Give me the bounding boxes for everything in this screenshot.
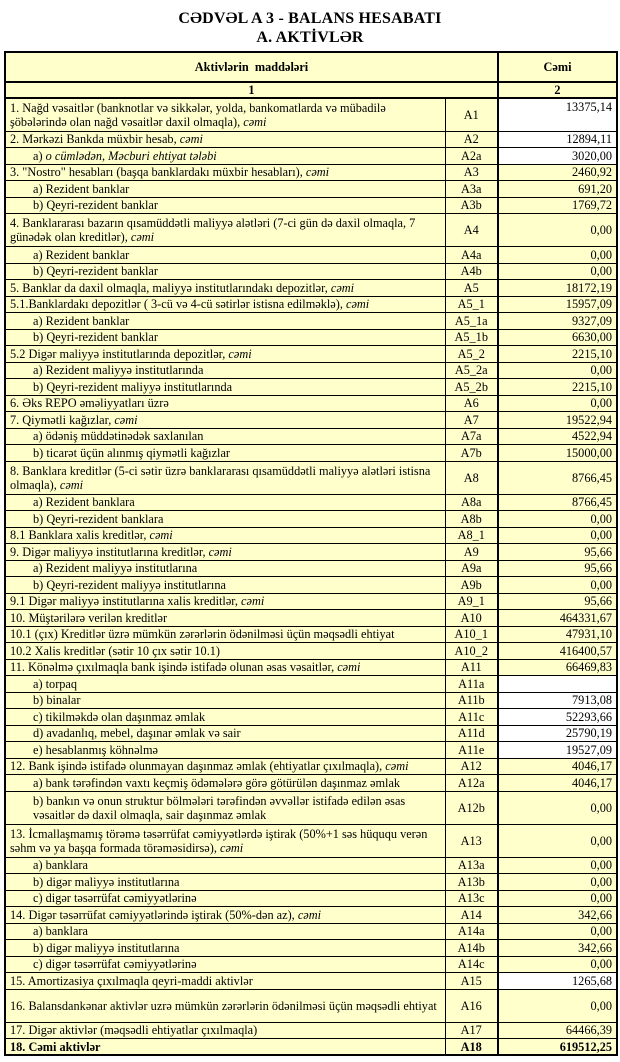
row-value-cell: 25790,19 xyxy=(498,725,617,742)
row-value-cell: 691,20 xyxy=(498,181,617,198)
row-code-cell: A14c xyxy=(445,956,498,973)
row-value-cell: 13375,14 xyxy=(498,98,617,131)
row-label-cell xyxy=(5,791,445,824)
row-label-cell xyxy=(5,527,445,544)
row-label-italic-text: cəmi xyxy=(243,115,267,130)
row-label-cell xyxy=(5,395,445,412)
header-row xyxy=(5,52,617,82)
row-value-cell: 0,00 xyxy=(498,527,617,544)
header-items-label: Aktivlərin maddələri xyxy=(5,52,498,82)
row-label-cell xyxy=(5,593,445,610)
row-code-cell: A11d xyxy=(445,725,498,742)
table-row xyxy=(5,1022,617,1039)
row-code-cell: A6 xyxy=(445,395,498,412)
row-label-cell xyxy=(5,98,445,131)
table-row xyxy=(5,131,617,148)
row-value-cell: 0,00 xyxy=(498,923,617,940)
row-value-cell: 95,66 xyxy=(498,560,617,577)
row-label-text: 12. Bank işində istifadə olunmayan daşınmaz əmlak (ehtiyatlar çıxılmaqla), xyxy=(10,759,386,774)
table-row xyxy=(5,379,617,396)
row-value-cell xyxy=(498,676,617,693)
row-label-cell xyxy=(5,131,445,148)
row-code-cell: A13c xyxy=(445,890,498,907)
row-label-text: a) Rezident banklar xyxy=(33,247,130,262)
table-row xyxy=(5,329,617,346)
row-code-cell: A8b xyxy=(445,511,498,528)
table-row xyxy=(5,692,617,709)
row-label-italic-text: cəmi xyxy=(220,840,244,855)
table-row xyxy=(5,428,617,445)
row-label-text: b) binalar xyxy=(33,693,81,708)
table-row xyxy=(5,263,617,280)
table-row xyxy=(5,445,617,462)
row-code-cell: A18 xyxy=(445,1039,498,1056)
row-value-cell: 342,66 xyxy=(498,907,617,924)
row-value-cell: 2215,10 xyxy=(498,346,617,363)
row-label-text: 13. İcmallaşmamış törəmə təsərrüfat cəmiyyətlərdə iştirak (50%+1 səs hüququ verən səhm və ya başqa formada törəməsidirsə), xyxy=(10,826,428,855)
row-label-cell xyxy=(5,313,445,330)
table-row xyxy=(5,956,617,973)
row-label-text: 3. "Nostro" hesabları (başqa banklardakı müxbir hesabları), xyxy=(10,165,306,180)
row-code-cell: A8 xyxy=(445,461,498,494)
row-value-cell: 0,00 xyxy=(498,362,617,379)
row-label-cell xyxy=(5,412,445,429)
row-value-cell: 4522,94 xyxy=(498,428,617,445)
row-label-text: 8. Banklara kreditlər (5-ci sətir üzrə banklararası qısamüddətli maliyyə alətləri istisna olmaqla), xyxy=(10,463,431,492)
row-label-text: 18. Cəmi aktivlər xyxy=(10,1039,101,1054)
header-col-number-2: 2 xyxy=(498,82,617,98)
row-label-text: a) banklara xyxy=(33,858,88,873)
table-row xyxy=(5,527,617,544)
row-code-cell: A4 xyxy=(445,214,498,247)
row-code-cell: A2a xyxy=(445,148,498,165)
table-row xyxy=(5,923,617,940)
row-label-text: 17. Digər aktivlər (məqsədli ehtiyatlar çıxılmaqla) xyxy=(10,1023,258,1038)
row-code-cell: A11a xyxy=(445,676,498,693)
table-row xyxy=(5,857,617,874)
table-row xyxy=(5,247,617,264)
row-label-text: 2. Mərkəzi Bankda müxbir hesab, xyxy=(10,132,180,147)
row-code-cell: A9 xyxy=(445,544,498,561)
table-row xyxy=(5,494,617,511)
table-row xyxy=(5,610,617,627)
table-row xyxy=(5,577,617,594)
row-code-cell: A5_1b xyxy=(445,329,498,346)
row-value-cell: 2215,10 xyxy=(498,379,617,396)
row-code-cell: A10 xyxy=(445,610,498,627)
row-label-italic-text: cəmi xyxy=(130,230,155,245)
row-value-cell: 0,00 xyxy=(498,395,617,412)
row-label-text: a) Rezident maliyyə institutlarında xyxy=(33,363,204,378)
row-value-cell: 0,00 xyxy=(498,214,617,247)
row-label-cell xyxy=(5,511,445,528)
row-code-cell: A3 xyxy=(445,164,498,181)
row-value-cell: 19527,09 xyxy=(498,742,617,759)
row-label-italic-text: cəmi xyxy=(241,594,265,609)
table-row xyxy=(5,560,617,577)
row-label-italic-text: cəmi xyxy=(114,412,138,427)
row-label-text: b) bankın və onun struktur bölmələri tərəfindən əvvəllər istifadə edilən əsas vəsaitlər də daxil olmaqla, sair daşınmaz əmlak xyxy=(33,793,406,822)
table-row xyxy=(5,643,617,660)
row-label-text: 10.2 Xalis kreditlər (sətir 10 çıx sətir 10.1) xyxy=(10,643,221,658)
row-label-cell xyxy=(5,181,445,198)
row-value-cell: 66469,83 xyxy=(498,659,617,676)
row-label-cell xyxy=(5,164,445,181)
row-value-cell: 0,00 xyxy=(498,577,617,594)
row-label-cell xyxy=(5,758,445,775)
row-label-cell xyxy=(5,544,445,561)
row-code-cell: A8_1 xyxy=(445,527,498,544)
row-code-cell: A3a xyxy=(445,181,498,198)
row-label-cell xyxy=(5,247,445,264)
row-code-cell: A7b xyxy=(445,445,498,462)
row-label-text: a) Rezident maliyyə institutlarına xyxy=(33,561,198,576)
row-label-cell xyxy=(5,907,445,924)
row-label-text: c) digər təsərrüfat cəmiyyətlərinə xyxy=(33,957,197,972)
row-label-text: 15. Amortizasiya çıxılmaqla qeyri-maddi aktivlər xyxy=(10,973,253,988)
table-row xyxy=(5,313,617,330)
row-label-text: a) banklara xyxy=(33,924,88,939)
table-row xyxy=(5,461,617,494)
table-row xyxy=(5,791,617,824)
row-code-cell: A8a xyxy=(445,494,498,511)
table-row xyxy=(5,412,617,429)
row-label-cell xyxy=(5,296,445,313)
row-value-cell: 47931,10 xyxy=(498,626,617,643)
row-label-text: a) Rezident banklar xyxy=(33,313,130,328)
row-code-cell: A11c xyxy=(445,709,498,726)
row-label-cell xyxy=(5,940,445,957)
row-value-cell: 7913,08 xyxy=(498,692,617,709)
row-label-text: c) digər təsərrüfat cəmiyyətlərinə xyxy=(33,891,197,906)
table-row xyxy=(5,742,617,759)
row-label-cell xyxy=(5,560,445,577)
row-value-cell: 0,00 xyxy=(498,791,617,824)
row-label-text: 4. Banklararası bazarın qısamüddətli maliyyə alətləri (7-ci gün də daxil olmaqla, 7 günədək olan kreditlər), xyxy=(10,216,416,245)
row-label-text: 10. Müştərilərə verilən kreditlər xyxy=(10,610,168,625)
table-row xyxy=(5,362,617,379)
row-code-cell: A12b xyxy=(445,791,498,824)
row-value-cell: 18172,19 xyxy=(498,280,617,297)
row-value-cell: 342,66 xyxy=(498,940,617,957)
row-code-cell: A5_2b xyxy=(445,379,498,396)
row-label-italic-text: cəmi xyxy=(228,346,252,361)
row-code-cell: A13b xyxy=(445,874,498,891)
row-label-text: 16. Balansdankənar aktivlər uzrə mümkün zərərlərin ödənilməsi üçün məqsədli ehtiyat xyxy=(10,998,437,1013)
row-code-cell: A12a xyxy=(445,775,498,792)
row-value-cell: 0,00 xyxy=(498,511,617,528)
table-row xyxy=(5,346,617,363)
row-value-cell: 0,00 xyxy=(498,824,617,857)
row-code-cell: A15 xyxy=(445,973,498,990)
row-value-cell: 8766,45 xyxy=(498,494,617,511)
page-titles xyxy=(0,9,620,47)
row-label-cell xyxy=(5,973,445,990)
row-value-cell: 64466,39 xyxy=(498,1022,617,1039)
row-code-cell: A4a xyxy=(445,247,498,264)
row-label-cell xyxy=(5,643,445,660)
table-header xyxy=(5,52,617,98)
table-row xyxy=(5,659,617,676)
row-label-text: 6. Əks REPO əməliyyatları üzrə xyxy=(10,396,169,411)
row-label-cell xyxy=(5,956,445,973)
row-value-cell: 9327,09 xyxy=(498,313,617,330)
row-code-cell: A9b xyxy=(445,577,498,594)
row-label-text: 14. Digər təsərrüfat cəmiyyətlərində iştirak (50%-dən az), xyxy=(10,907,298,922)
row-value-cell: 0,00 xyxy=(498,989,617,1022)
table-row xyxy=(5,676,617,693)
row-label-text: 5.1.Banklardakı depozitlər ( 3-cü və 4-cü sətirlər istisna edilməklə), xyxy=(10,297,346,312)
table-row xyxy=(5,214,617,247)
row-label-text: a) xyxy=(33,148,46,163)
row-label-cell xyxy=(5,1039,445,1056)
table-row xyxy=(5,197,617,214)
row-label-italic-text: cəmi xyxy=(149,528,173,543)
row-value-cell: 416400,57 xyxy=(498,643,617,660)
row-label-text: 11. Könəlmə çıxılmaqla bank işində istifadə olunan əsas vəsaitlər, xyxy=(10,660,338,675)
row-label-text: 9.1 Digər maliyyə institutlarına xalis kreditlər, xyxy=(10,594,242,609)
row-label-italic-text: cəmi xyxy=(385,759,409,774)
row-label-italic-text: cəmi xyxy=(330,280,355,295)
row-label-text: d) avadanlıq, mebel, daşınar əmlak və sair xyxy=(33,726,241,741)
row-label-italic-text: cəmi xyxy=(337,660,361,675)
table-row xyxy=(5,280,617,297)
table-row xyxy=(5,989,617,1022)
row-value-cell: 1769,72 xyxy=(498,197,617,214)
row-value-cell: 0,00 xyxy=(498,890,617,907)
row-label-text: 1. Nağd vəsaitlər (banknotlar və sikkələr, yolda, bankomatlarda və mübadilə şöbələrində olan nağd vəsaitlər daxil olmaqla), xyxy=(10,100,386,130)
row-label-text: 10.1 (çıx) Kreditlər üzrə mümkün zərərlərin ödənilməsi üçün məqsədli ehtiyat xyxy=(10,627,395,642)
row-code-cell: A11e xyxy=(445,742,498,759)
table-row xyxy=(5,758,617,775)
row-label-text: b) Qeyri-rezident banklar xyxy=(33,330,158,345)
row-label-italic-text: cəmi xyxy=(346,297,370,312)
row-code-cell: A2 xyxy=(445,131,498,148)
row-label-text: e) hesablanmış köhnəlmə xyxy=(33,742,158,757)
row-value-cell: 4046,17 xyxy=(498,775,617,792)
row-code-cell: A13 xyxy=(445,824,498,857)
row-label-text: b) ticarət üçün alınmış qiymətli kağızlar xyxy=(33,445,231,460)
row-label-text: b) Qeyri-rezident maliyyə institutlarına xyxy=(33,577,226,592)
row-label-text: b) Qeyri-rezident banklar xyxy=(33,264,158,279)
row-value-cell: 95,66 xyxy=(498,593,617,610)
row-code-cell: A17 xyxy=(445,1022,498,1039)
row-label-cell xyxy=(5,725,445,742)
row-label-cell xyxy=(5,742,445,759)
row-label-cell xyxy=(5,824,445,857)
header-subrow xyxy=(5,82,617,98)
table-row xyxy=(5,907,617,924)
table-row xyxy=(5,296,617,313)
row-code-cell: A10_1 xyxy=(445,626,498,643)
row-label-cell xyxy=(5,494,445,511)
table-row xyxy=(5,824,617,857)
row-label-italic-text: cəmi xyxy=(208,544,232,559)
row-label-text: a) torpaq xyxy=(33,676,78,691)
row-label-cell xyxy=(5,461,445,494)
row-label-cell xyxy=(5,709,445,726)
table-row xyxy=(5,725,617,742)
row-code-cell: A13a xyxy=(445,857,498,874)
row-label-cell xyxy=(5,610,445,627)
section-title: A. AKTİVLƏR xyxy=(256,29,364,46)
row-label-text: b) digər maliyyə institutlarına xyxy=(33,940,180,955)
row-label-cell xyxy=(5,989,445,1022)
row-label-cell xyxy=(5,428,445,445)
row-label-cell xyxy=(5,445,445,462)
table-row xyxy=(5,181,617,198)
row-label-cell xyxy=(5,280,445,297)
row-label-text: a) Rezident banklara xyxy=(33,495,135,510)
table-row xyxy=(5,626,617,643)
table-row xyxy=(5,940,617,957)
row-code-cell: A14a xyxy=(445,923,498,940)
row-code-cell: A12 xyxy=(445,758,498,775)
row-label-text: 8.1 Banklara xalis kreditlər, xyxy=(10,528,150,543)
table-body xyxy=(5,98,617,1055)
row-code-cell: A5 xyxy=(445,280,498,297)
row-value-cell: 6630,00 xyxy=(498,329,617,346)
row-code-cell: A9_1 xyxy=(445,593,498,610)
table-row xyxy=(5,164,617,181)
row-label-italic-text: cəmi xyxy=(297,907,322,922)
row-value-cell: 0,00 xyxy=(498,857,617,874)
row-value-cell: 19522,94 xyxy=(498,412,617,429)
row-code-cell: A10_2 xyxy=(445,643,498,660)
row-code-cell: A1 xyxy=(445,98,498,131)
row-label-text: b) digər maliyyə institutlarına xyxy=(33,874,180,889)
table-row xyxy=(5,775,617,792)
row-code-cell: A11 xyxy=(445,659,498,676)
row-label-cell xyxy=(5,1022,445,1039)
row-label-cell xyxy=(5,659,445,676)
table-row xyxy=(5,148,617,165)
row-label-text: 5.2 Digər maliyyə institutlarında depozitlər, xyxy=(10,346,229,361)
balance-sheet-table xyxy=(4,51,618,1056)
row-value-cell: 8766,45 xyxy=(498,461,617,494)
header-col-number-1: 1 xyxy=(5,82,498,98)
row-value-cell: 619512,25 xyxy=(498,1039,617,1056)
row-label-italic-text: cəmi xyxy=(179,132,203,147)
row-code-cell: A4b xyxy=(445,263,498,280)
row-label-cell xyxy=(5,626,445,643)
row-label-text: 5. Banklar da daxil olmaqla, maliyyə institutlarındakı depozitlər, xyxy=(10,280,331,295)
row-label-text: a) bank tərəfindən vaxtı keçmiş ödəmələrə görə götürülən daşınmaz əmlak xyxy=(33,775,401,790)
row-value-cell: 0,00 xyxy=(498,956,617,973)
row-code-cell: A14b xyxy=(445,940,498,957)
row-label-cell xyxy=(5,197,445,214)
row-label-cell xyxy=(5,857,445,874)
row-label-text: 7. Qiymətli kağızlar, xyxy=(10,412,115,427)
table-row xyxy=(5,544,617,561)
row-code-cell: A5_1 xyxy=(445,296,498,313)
row-code-cell: A16 xyxy=(445,989,498,1022)
table-row xyxy=(5,1039,617,1056)
row-code-cell: A7 xyxy=(445,412,498,429)
table-row xyxy=(5,890,617,907)
row-label-cell xyxy=(5,148,445,165)
row-code-cell: A3b xyxy=(445,197,498,214)
table-row xyxy=(5,395,617,412)
row-label-italic-text: cəmi xyxy=(59,477,84,492)
row-label-cell xyxy=(5,775,445,792)
row-value-cell: 4046,17 xyxy=(498,758,617,775)
row-value-cell: 0,00 xyxy=(498,874,617,891)
row-value-cell: 1265,68 xyxy=(498,973,617,990)
table-row xyxy=(5,973,617,990)
table-row xyxy=(5,98,617,131)
row-label-cell xyxy=(5,263,445,280)
row-label-cell xyxy=(5,874,445,891)
row-label-cell xyxy=(5,692,445,709)
row-value-cell: 15000,00 xyxy=(498,445,617,462)
row-label-text: b) Qeyri-rezident maliyyə institutlarında xyxy=(33,379,233,394)
row-label-cell xyxy=(5,346,445,363)
row-label-italic-text: cəmi xyxy=(305,165,330,180)
row-value-cell: 12894,11 xyxy=(498,131,617,148)
row-label-text: 9. Digər maliyyə institutlarına kreditlər, xyxy=(10,544,209,559)
row-label-cell xyxy=(5,923,445,940)
row-label-cell xyxy=(5,214,445,247)
row-value-cell: 3020,00 xyxy=(498,148,617,165)
row-label-cell xyxy=(5,577,445,594)
row-value-cell: 464331,67 xyxy=(498,610,617,627)
row-label-cell xyxy=(5,329,445,346)
row-label-cell xyxy=(5,379,445,396)
row-label-cell xyxy=(5,890,445,907)
report-title: CƏDVƏL A 3 - BALANS HESABATI xyxy=(178,10,442,27)
row-code-cell: A7a xyxy=(445,428,498,445)
row-label-text: b) Qeyri-rezident banklar xyxy=(33,198,158,213)
row-value-cell: 15957,09 xyxy=(498,296,617,313)
header-total-label: Cəmi xyxy=(498,52,617,82)
row-value-cell: 2460,92 xyxy=(498,164,617,181)
row-code-cell: A14 xyxy=(445,907,498,924)
row-code-cell: A5_1a xyxy=(445,313,498,330)
row-label-cell xyxy=(5,362,445,379)
row-value-cell: 95,66 xyxy=(498,544,617,561)
row-value-cell: 0,00 xyxy=(498,263,617,280)
row-value-cell: 0,00 xyxy=(498,247,617,264)
row-label-text: b) Qeyri-rezident banklara xyxy=(33,511,164,526)
table-row xyxy=(5,593,617,610)
row-code-cell: A5_2a xyxy=(445,362,498,379)
row-label-cell xyxy=(5,676,445,693)
row-code-cell: A5_2 xyxy=(445,346,498,363)
row-label-italic-text: o cümlədən, Məcburi ehtiyat tələbi xyxy=(45,148,217,163)
row-label-text: c) tikilməkdə olan daşınmaz əmlak xyxy=(33,709,206,724)
row-value-cell: 52293,66 xyxy=(498,709,617,726)
row-label-text: a) ödəniş müddətinədək saxlanılan xyxy=(33,429,204,444)
row-code-cell: A11b xyxy=(445,692,498,709)
table-row xyxy=(5,874,617,891)
row-code-cell: A9a xyxy=(445,560,498,577)
table-row xyxy=(5,511,617,528)
table-row xyxy=(5,709,617,726)
row-label-text: a) Rezident banklar xyxy=(33,181,130,196)
